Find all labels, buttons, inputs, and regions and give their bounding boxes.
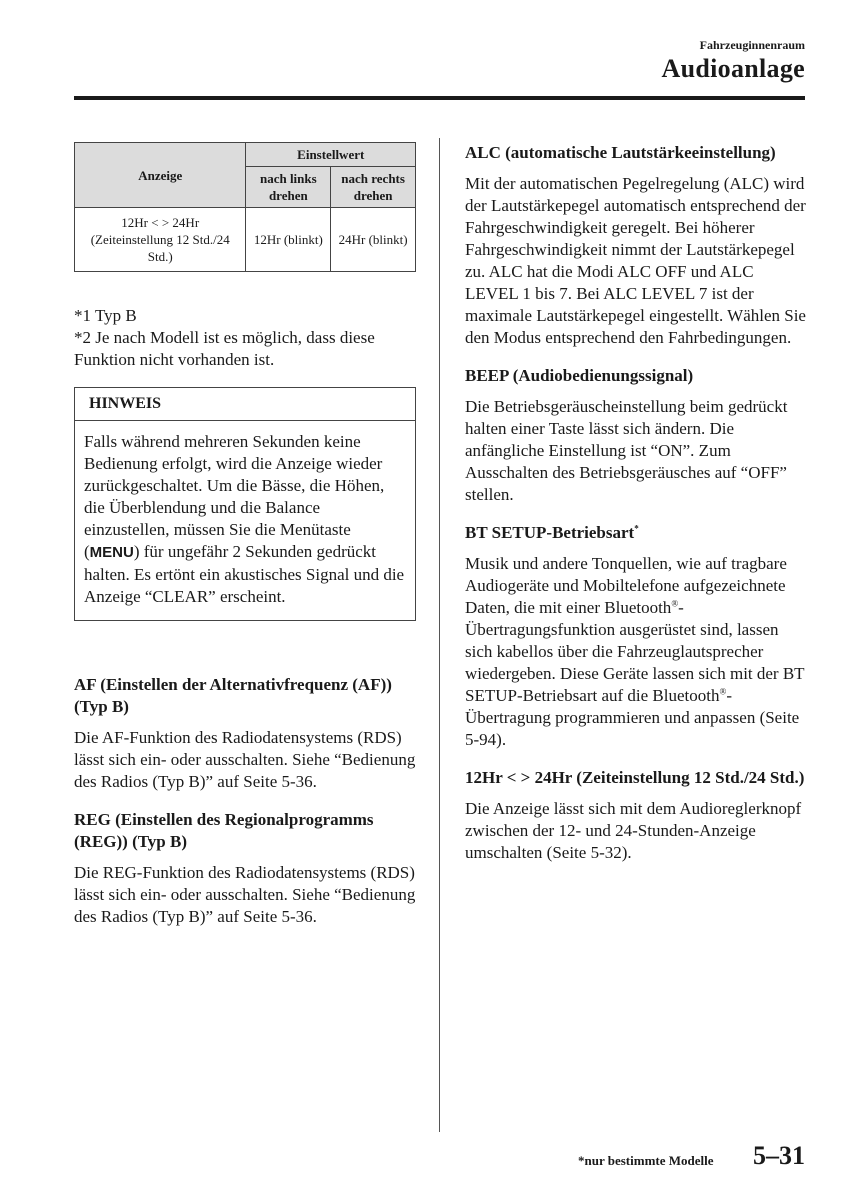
note-heading: HINWEIS [75, 388, 415, 421]
page-number: 5–31 [753, 1141, 805, 1170]
bt-heading [465, 522, 807, 544]
af-text: Die AF-Funktion des Radiodatensystems (RDS) lässt sich ein- oder ausschalten. Siehe “Bedienung des Radios (Typ B)” auf Seite 5-36. [74, 728, 416, 791]
hr-heading: 12Hr < > 24Hr (Zeiteinstellung 12 Std./24 Std.) [465, 768, 805, 787]
bt-section [465, 522, 807, 751]
alc-text: Mit der automatischen Pegelregelung (ALC) wird der Lautstärkepegel automatisch entsprechend der Fahrgeschwindigkeit geregelt. Bei höherer Fahrgeschwindigkeit nimmt der Lautstärkepegel zu. ALC hat die Modi ALC OFF und ALC LEVEL 1 bis 7. Bei ALC LEVEL 7 ist der maximale Lautstärkepegel eingestellt. Wählen Sie den Modus entsprechend den Fahrbedingungen. [465, 174, 806, 347]
bt-text [465, 553, 807, 751]
note-text-after: ) für ungefähr 2 Sekunden gedrückt halten. Es ertönt ein akustisches Signal und die Anzeige “CLEAR” erscheint. [84, 542, 405, 606]
table-header-right: nach rechts drehen [331, 167, 416, 208]
bt-heading-mark: * [634, 523, 639, 534]
column-divider [439, 138, 440, 1132]
table-header-anzeige: Anzeige [75, 143, 246, 208]
table-row [75, 208, 416, 272]
setting-table [74, 142, 416, 272]
footnotes [74, 305, 416, 371]
bt-text-3: -Übertragung programmieren und anpassen (Seite 5-94). [465, 686, 800, 749]
table-cell-left: 12Hr (blinkt) [246, 208, 331, 272]
table-header-left: nach links drehen [246, 167, 331, 208]
reg-heading: REG (Einstellen des Regionalprogramms (REG)) (Typ B) [74, 810, 374, 851]
footer-note: *nur bestimmte Modelle [578, 1153, 714, 1168]
alc-heading: ALC (automatische Lautstärkeeinstellung) [465, 143, 776, 162]
af-heading: AF (Einstellen der Alternativfrequenz (AF)) (Typ B) [74, 675, 392, 716]
footnote-1: *1 Typ B [74, 306, 137, 325]
alc-section [465, 142, 807, 349]
registered-mark: ® [671, 598, 679, 609]
reg-section [74, 809, 416, 928]
section-label: Fahrzeuginnenraum [699, 38, 805, 52]
table-header-einstellwert: Einstellwert [246, 143, 416, 167]
table-cell-right: 24Hr (blinkt) [331, 208, 416, 272]
page-title: Audioanlage [661, 54, 805, 83]
beep-heading: BEEP (Audiobedienungssignal) [465, 366, 694, 385]
footnote-2: *2 Je nach Modell ist es möglich, dass diese Funktion nicht vorhanden ist. [74, 328, 375, 369]
right-column [465, 142, 807, 880]
note-text-before: Falls während mehreren Sekunden keine Bedienung erfolgt, wird die Anzeige wieder zurückgeschaltet. Um die Bässe, die Höhen, die Überblendung und die Balance einzustellen, müssen Sie die Menütaste ( [84, 432, 385, 561]
hr-section [465, 767, 807, 864]
menu-key-label: MENU [89, 544, 134, 561]
note-text [75, 421, 415, 620]
af-section [74, 674, 416, 793]
bt-text-2: -Übertragungsfunktion ausgerüstet sind, lassen sich kabellos über die Fahrzeuglautsprecher wiedergeben. Diese Geräte lassen sich mit der BT SETUP-Betriebsart auf die Bluetooth [465, 598, 805, 705]
beep-section [465, 365, 807, 506]
reg-text: Die REG-Funktion des Radiodatensystems (RDS) lässt sich ein- oder ausschalten. Siehe “Bedienung des Radios (Typ B)” auf Seite 5-36. [74, 863, 416, 926]
registered-mark-2: ® [719, 686, 727, 697]
bt-text-1: Musik und andere Tonquellen, wie auf tragbare Audiogeräte und Mobiltelefone aufgezeichnete Daten, die mit einer Bluetooth [465, 554, 787, 617]
table-cell-anzeige: 12Hr < > 24Hr (Zeiteinstellung 12 Std./24 Std.) [75, 208, 246, 272]
title-rule [74, 96, 805, 100]
left-column [74, 142, 416, 944]
hr-text: Die Anzeige lässt sich mit dem Audioreglerknopf zwischen der 12- und 24-Stunden-Anzeige umschalten (Seite 5-32). [465, 799, 802, 862]
bt-heading-text: BT SETUP-Betriebsart [465, 523, 635, 542]
beep-text: Die Betriebsgeräuscheinstellung beim gedrückt halten einer Taste lässt sich ändern. Die anfängliche Einstellung ist “ON”. Zum Ausschalten des Betriebsgeräusches auf “OFF” stellen. [465, 397, 788, 504]
note-box [74, 387, 416, 621]
